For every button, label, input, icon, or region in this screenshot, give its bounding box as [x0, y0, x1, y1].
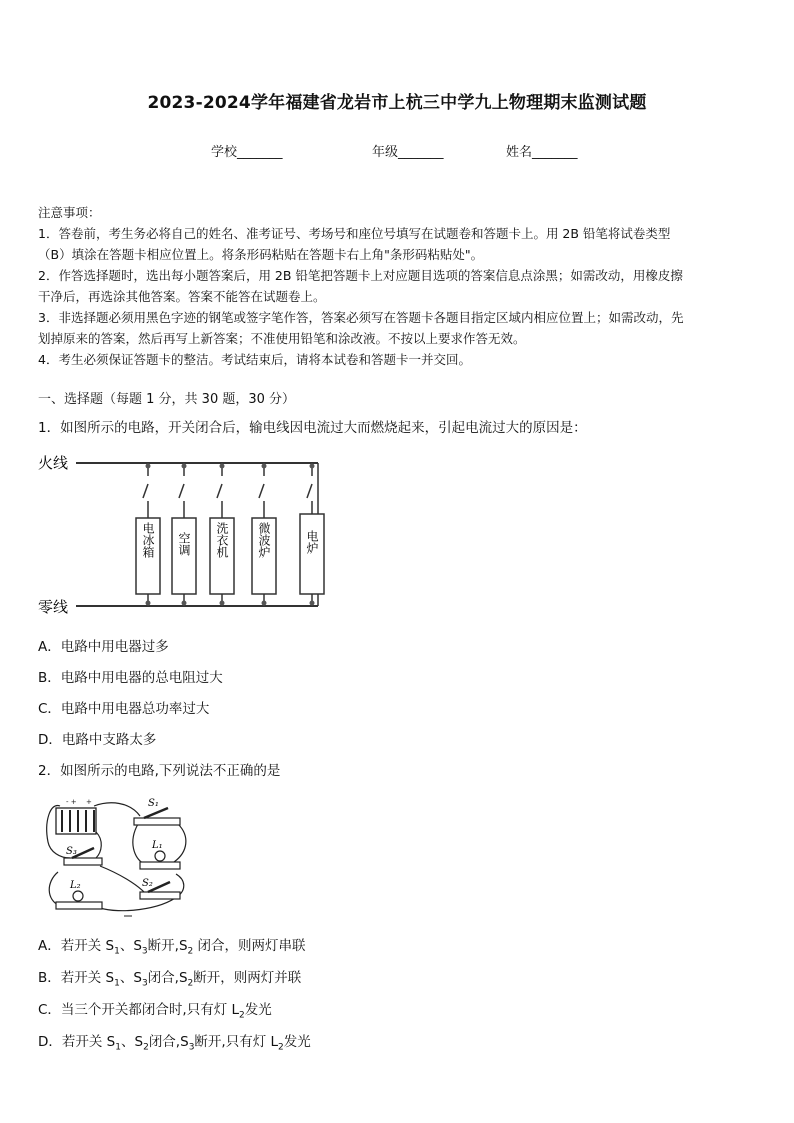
q1-option-d[interactable]: D．电路中支路太多: [38, 732, 157, 748]
l1-label: L₁: [152, 840, 163, 851]
s3-label: S₃: [66, 846, 77, 857]
appliance-box: [172, 518, 196, 594]
appliance-label: 洗衣机: [215, 522, 229, 558]
appliance-label: 微波炉: [257, 522, 271, 558]
s1-label: S₁: [148, 798, 159, 809]
battery-icon: [56, 798, 96, 834]
question-1-stem: 1．如图所示的电路，开关闭合后，输电线因电流过大而燃烧起来，引起电流过大的原因是：: [38, 420, 587, 436]
q2-option-d[interactable]: D．若开关 $S_1$、$S_2$闭合$,S_3$断开,只有灯 $L_2$发光: [38, 1034, 311, 1053]
notice-line: 划掉原来的答案，然后再写上新答案；不准使用铅笔和涂改液。不按以上要求作答无效。: [38, 331, 526, 346]
l2-label: L₂: [70, 880, 81, 891]
switch-s3: [64, 846, 102, 865]
q2-option-b[interactable]: B．若开关 $S_1$、$S_3$闭合$,S_2$断开，则两灯并联: [38, 970, 302, 989]
switch-s1: [134, 798, 180, 825]
neutral-wire-label: 零线: [38, 598, 69, 616]
q1-option-c[interactable]: C．电路中用电器总功率过大: [38, 701, 210, 717]
grade-field[interactable]: 年级_______: [372, 145, 444, 160]
notice-line: 1．答卷前，考生务必将自己的姓名、准考证号、考场号和座位号填写在试题卷和答题卡上。用 2B 铅笔将试卷类型: [38, 226, 671, 241]
live-wire-label: 火线: [38, 454, 69, 472]
notice-line: （B）填涂在答题卡相应位置上。将条形码粘贴在答题卡右上角"条形码粘贴处"。: [38, 247, 484, 262]
s2-label: S₂: [142, 878, 153, 889]
appliance-label: 电冰箱: [141, 522, 155, 558]
notice-heading: 注意事项：: [38, 205, 101, 220]
notice-block: [38, 202, 762, 370]
question-2-stem: 2．如图所示的电路,下列说法不正确的是: [38, 763, 281, 779]
lamp-l1: [140, 840, 180, 869]
section-title: 一、选择题（每题 1 分，共 30 题，30 分）: [38, 392, 296, 407]
appliance-label: 电炉: [305, 530, 319, 554]
name-field[interactable]: 姓名_______: [506, 145, 578, 160]
notice-line: 3．非选择题必须用黑色字迹的钢笔或签字笔作答，答案必须写在答题卡各题目指定区域内相应位置上；如需改动，先: [38, 310, 684, 325]
notice-line: 干净后，再选涂其他答案。答案不能答在试题卷上。: [38, 289, 326, 304]
household-circuit-figure: [34, 446, 334, 616]
school-field[interactable]: 学校_______: [211, 145, 283, 160]
lamp-l2: [56, 880, 102, 909]
notice-line: 4．考生必须保证答题卡的整洁。考试结束后，请将本试卷和答题卡一并交回。: [38, 352, 471, 367]
switch-lamp-circuit-figure: [40, 792, 200, 920]
svg-text:- +: - +: [66, 798, 77, 806]
notice-line: 2．作答选择题时，选出每小题答案后，用 2B 铅笔把答题卡上对应题目选项的答案信息点涂黑；如需改动，用橡皮擦: [38, 268, 683, 283]
q1-option-b[interactable]: B．电路中用电器的总电阻过大: [38, 670, 223, 686]
q2-option-c[interactable]: C．当三个开关都闭合时,只有灯 $L_2$发光: [38, 1002, 272, 1021]
appliance-label: 空调: [177, 532, 191, 556]
switch-s2: [140, 878, 180, 899]
page-title: 2023-2024学年福建省龙岩市上杭三中学九上物理期末监测试题: [147, 93, 647, 113]
q2-option-a[interactable]: A．若开关 $S_1$、$S_3$断开$,S_2$ 闭合，则两灯串联: [38, 938, 306, 957]
appliance-box: [300, 514, 324, 594]
svg-text:+: +: [86, 798, 92, 806]
q1-option-a[interactable]: A．电路中用电器过多: [38, 639, 169, 655]
